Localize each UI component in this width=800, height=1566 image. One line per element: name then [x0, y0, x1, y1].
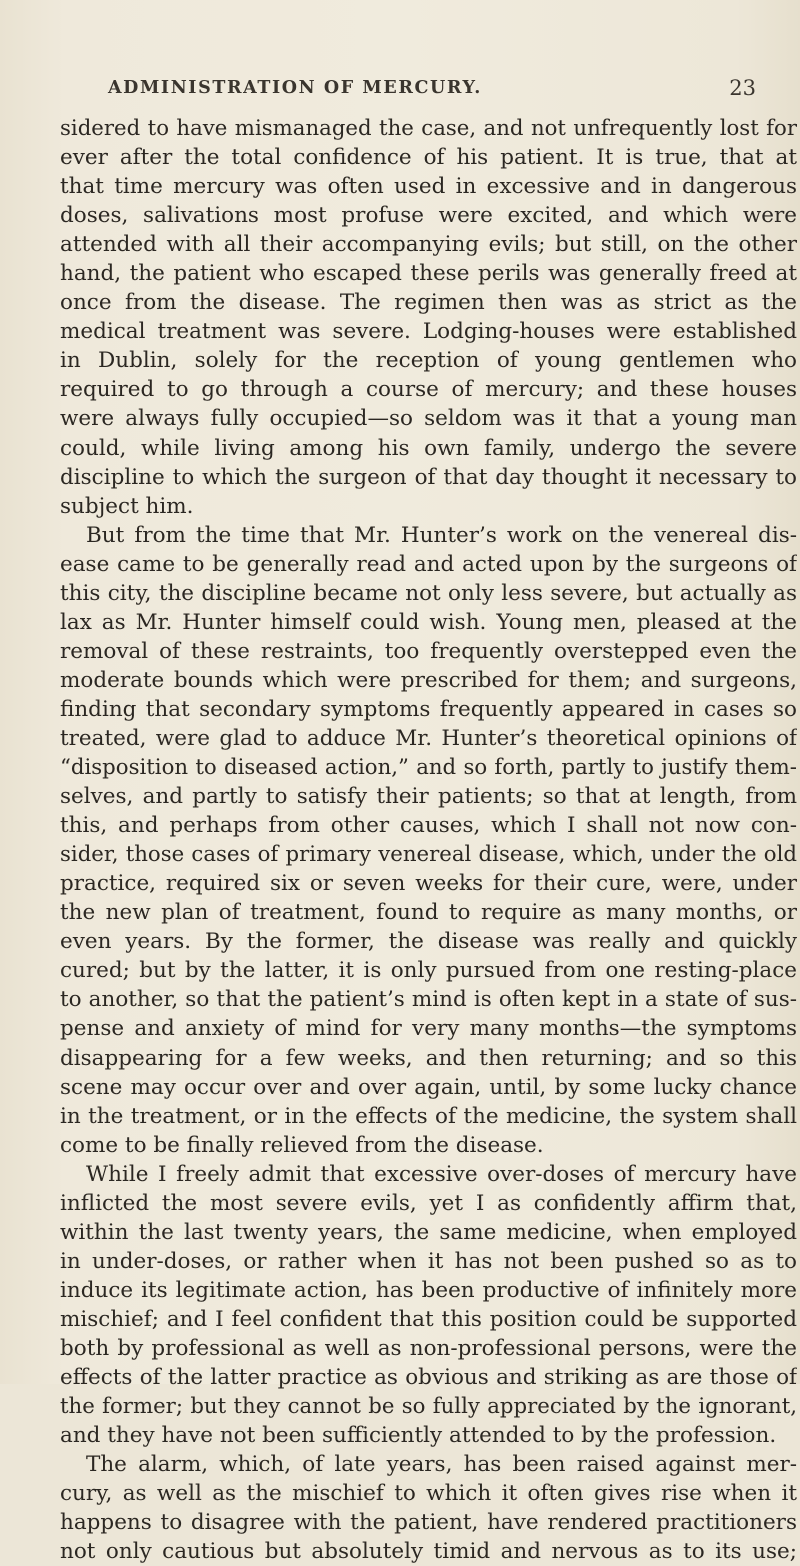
- text-line: the new plan of treatment, found to require as many months, or: [60, 900, 797, 926]
- text-line: could, while living among his own family, undergo the severe: [60, 435, 797, 461]
- text-line: The alarm, which, of late years, has been raised against mer-: [86, 1452, 797, 1478]
- text-line: come to be finally relieved from the disease.: [60, 1132, 544, 1158]
- text-line: subject him.: [60, 493, 194, 519]
- text-line: removal of these restraints, too frequently overstepped even the: [60, 638, 797, 664]
- text-line: medical treatment was severe. Lodging-houses were established: [60, 319, 797, 345]
- text-line: the former; but they cannot be so fully appreciated by the ignorant,: [60, 1394, 797, 1420]
- text-line: practice, required six or seven weeks for their cure, were, under: [60, 871, 797, 897]
- text-line: were always fully occupied—so seldom was it that a young man: [60, 406, 797, 432]
- text-line: even years. By the former, the disease was really and quickly: [60, 929, 797, 955]
- text-line: treated, were glad to adduce Mr. Hunter’s theoretical opinions of: [60, 725, 797, 751]
- text-line: inflicted the most severe evils, yet I as confidently affirm that,: [60, 1190, 797, 1216]
- text-line: disappearing for a few weeks, and then returning; and so this: [60, 1045, 797, 1071]
- text-line: But from the time that Mr. Hunter’s work on the venereal dis-: [86, 522, 797, 548]
- text-line: moderate bounds which were prescribed for them; and surgeons,: [60, 667, 797, 693]
- text-line: required to go through a course of mercury; and these houses: [60, 377, 797, 403]
- text-line: scene may occur over and over again, until, by some lucky chance: [60, 1074, 797, 1100]
- text-line: ever after the total confidence of his patient. It is true, that at: [60, 145, 797, 171]
- text-line: within the last twenty years, the same medicine, when employed: [60, 1219, 797, 1245]
- text-line: in the treatment, or in the effects of the medicine, the system shall: [60, 1103, 797, 1129]
- text-line: discipline to which the surgeon of that day thought it necessary to: [60, 464, 797, 490]
- text-line: and they have not been sufficiently attended to by the profession.: [60, 1423, 777, 1449]
- text-line: doses, salivations most profuse were excited, and which were: [60, 203, 797, 229]
- text-line: sider, those cases of primary venereal disease, which, under the old: [60, 842, 797, 868]
- text-line: hand, the patient who escaped these perils was generally freed at: [60, 261, 797, 287]
- page-number: 23: [729, 76, 756, 100]
- text-line: ease came to be generally read and acted upon by the surgeons of: [60, 551, 797, 577]
- text-line: induce its legitimate action, has been productive of infinitely more: [60, 1277, 797, 1303]
- text-line: lax as Mr. Hunter himself could wish. Young men, pleased at the: [60, 609, 797, 635]
- text-line: both by professional as well as non-professional persons, were the: [60, 1335, 797, 1361]
- text-line: cured; but by the latter, it is only pursued from one resting-place: [60, 958, 797, 984]
- text-line: attended with all their accompanying evils; but still, on the other: [60, 232, 797, 258]
- text-line: selves, and partly to satisfy their patients; so that at length, from: [60, 784, 797, 810]
- text-line: this, and perhaps from other causes, which I shall not now con-: [60, 813, 797, 839]
- text-line: to another, so that the patient’s mind is often kept in a state of sus-: [60, 987, 797, 1013]
- text-line: once from the disease. The regimen then was as strict as the: [60, 290, 797, 316]
- text-line: that time mercury was often used in excessive and in dangerous: [60, 174, 797, 200]
- text-line: pense and anxiety of mind for very many months—the symptoms: [60, 1016, 797, 1042]
- body-text: [60, 114, 797, 1566]
- text-line: mischief; and I feel confident that this position could be supported: [60, 1306, 797, 1332]
- text-line: not only cautious but absolutely timid and nervous as to its use;: [60, 1539, 797, 1565]
- text-line: finding that secondary symptoms frequently appeared in cases so: [60, 696, 797, 722]
- text-line: “disposition to diseased action,” and so forth, partly to justify them-: [60, 755, 797, 781]
- running-head: ADMINISTRATION OF MERCURY.: [108, 78, 482, 98]
- text-line: sidered to have mismanaged the case, and not unfrequently lost for: [60, 116, 797, 141]
- text-line: While I freely admit that excessive over-doses of mercury have: [86, 1161, 797, 1187]
- text-line: in Dublin, solely for the reception of young gentlemen who: [60, 348, 797, 374]
- text-line: this city, the discipline became not only less severe, but actually as: [60, 580, 797, 606]
- text-line: effects of the latter practice as obvious and striking as are those of: [60, 1365, 797, 1391]
- text-line: cury, as well as the mischief to which it often gives rise when it: [60, 1481, 797, 1507]
- text-line: in under-doses, or rather when it has not been pushed so as to: [60, 1248, 797, 1274]
- page-header: [108, 78, 770, 108]
- text-line: happens to disagree with the patient, have rendered practitioners: [60, 1510, 797, 1536]
